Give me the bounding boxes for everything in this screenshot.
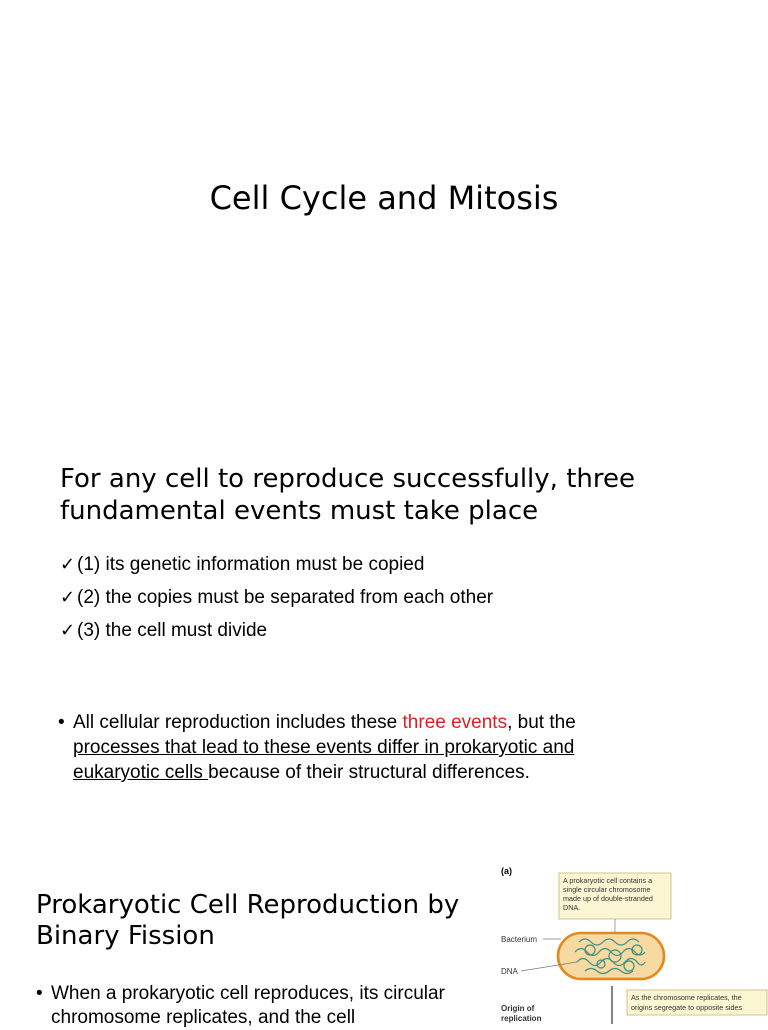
highlight-text: three events xyxy=(402,712,508,733)
checklist-item: ✓ (3) the cell must divide xyxy=(60,614,493,647)
dna-label: DNA xyxy=(501,967,518,976)
checklist-item: ✓ (1) its genetic information must be copied xyxy=(60,548,493,581)
binary-fission-figure xyxy=(495,860,768,1024)
section-title: Prokaryotic Cell Reproduction by Binary Fission xyxy=(36,890,460,951)
bullet-paragraph: • All cellular reproduction includes these three events, but the processes that lead to these events differ in prokaryotic and eukaryotic cells because of their structural differences. xyxy=(58,712,576,783)
checklist xyxy=(60,548,493,647)
panel-label: (a) xyxy=(501,866,512,876)
checkmark-icon: ✓ xyxy=(60,554,76,575)
checklist-item: ✓ (2) the copies must be separated from each other xyxy=(60,581,493,614)
underlined-text: processes that lead to these events differ in prokaryotic and eukaryotic cells xyxy=(73,737,575,783)
checkmark-icon: ✓ xyxy=(60,620,76,641)
slide-title: Cell Cycle and Mitosis xyxy=(209,179,559,217)
callout-text: As the chromosome replicates, the origins segregate to opposite sides xyxy=(631,993,743,1012)
origin-label: Origin of replication xyxy=(501,1004,542,1023)
section-heading: For any cell to reproduce successfully, three fundamental events must take place xyxy=(60,464,635,526)
bullet-paragraph: • When a prokaryotic cell reproduces, its circular chromosome replicates, and the cell xyxy=(36,983,445,1028)
bullet-icon: • xyxy=(36,983,43,1004)
bullet-icon: • xyxy=(58,712,65,733)
callout-text: A prokaryotic cell contains a single circular chromosome made up of double-stranded DNA. xyxy=(563,876,653,912)
bacterium-label: Bacterium xyxy=(501,935,538,944)
checkmark-icon: ✓ xyxy=(60,587,76,608)
